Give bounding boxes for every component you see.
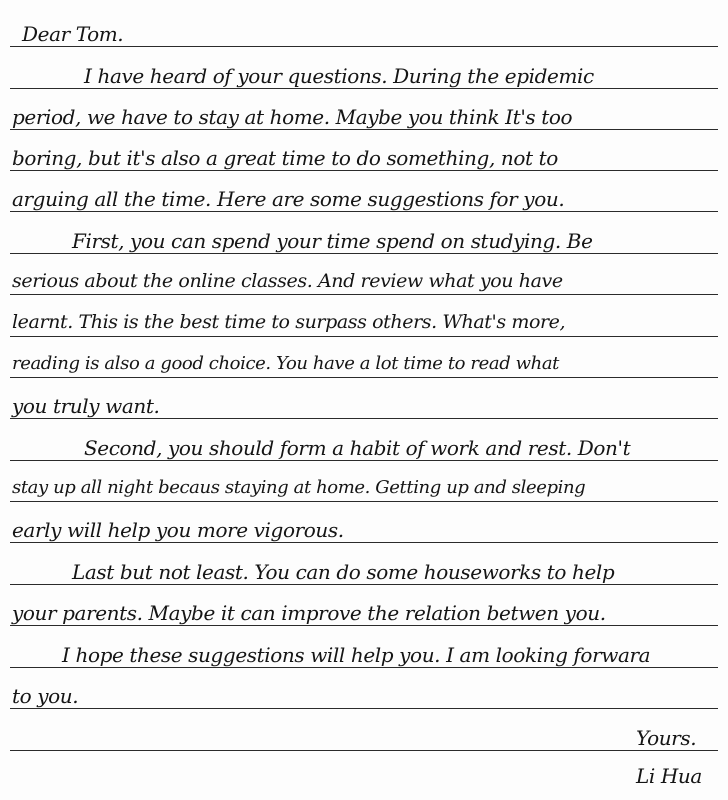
- letter-line: reading is also a good choice. You have a lot time to read what: [12, 353, 560, 374]
- letter-line: learnt. This is the best time to surpass others. What's more,: [12, 311, 566, 333]
- ruled-line: [10, 584, 718, 585]
- signature: Li Hua: [636, 764, 702, 788]
- letter-line: I hope these suggestions will help you. I am looking forwara: [62, 643, 651, 667]
- letter-line: I have heard of your questions. During the epidemic: [84, 64, 594, 88]
- letter-line: period, we have to stay at home. Maybe you think It's too: [12, 105, 573, 129]
- ruled-line: [10, 667, 718, 668]
- closing: Yours.: [636, 726, 697, 750]
- letter-line: to you.: [12, 684, 79, 708]
- ruled-line: [10, 253, 718, 254]
- ruled-line: [10, 625, 718, 626]
- letter-line: Second, you should form a habit of work and rest. Don't: [84, 436, 631, 460]
- letter-line: stay up all night becaus staying at home. Getting up and sleeping: [12, 477, 586, 498]
- ruled-line: [10, 460, 718, 461]
- ruled-line: [10, 129, 718, 130]
- letter-line: boring, but it's also a great time to do something, not to: [12, 146, 558, 170]
- ruled-line: [10, 708, 718, 709]
- ruled-line: [10, 294, 718, 295]
- letter-line: serious about the online classes. And review what you have: [12, 270, 563, 292]
- ruled-line: [10, 418, 718, 419]
- letter-line: you truly want.: [12, 394, 160, 418]
- ruled-line: [10, 377, 718, 378]
- ruled-line: [10, 336, 718, 337]
- ruled-line: [10, 88, 718, 89]
- letter-line: Last but not least. You can do some houseworks to help: [72, 560, 615, 584]
- salutation: Dear Tom.: [22, 22, 124, 46]
- ruled-line: [10, 46, 718, 47]
- ruled-line: [10, 542, 718, 543]
- letter-line: early will help you more vigorous.: [12, 518, 344, 542]
- ruled-line: [10, 750, 718, 751]
- ruled-line: [10, 170, 718, 171]
- ruled-line: [10, 211, 718, 212]
- letter-line: arguing all the time. Here are some suggestions for you.: [12, 187, 565, 211]
- letter-line: First, you can spend your time spend on studying. Be: [72, 229, 593, 253]
- letter-line: your parents. Maybe it can improve the relation betwen you.: [12, 601, 606, 625]
- ruled-line: [10, 501, 718, 502]
